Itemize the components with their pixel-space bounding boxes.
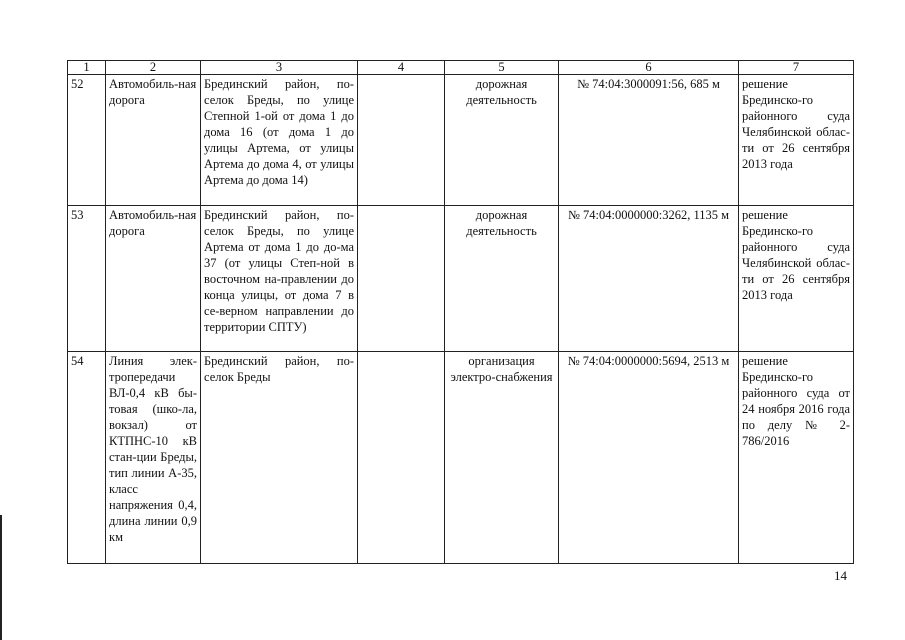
- column-header-1: 1: [68, 61, 106, 75]
- table-row: [68, 75, 854, 206]
- row-number: 52: [68, 75, 106, 206]
- page-number: 14: [834, 568, 847, 583]
- ownership-basis: решение Брединско-го районного суда Челябинской облас-ти от 26 сентября 2013 года: [739, 75, 854, 206]
- cadastral-number: № 74:04:0000000:5694, 2513 м: [559, 352, 739, 564]
- column-header-6: 6: [559, 61, 739, 75]
- object-address: Брединский район, по-селок Бреды, по улице Степной 1-ой от дома 1 до дома 16 (от дома 1 до улицы Артема, от улицы Артема до дома 4, от улицы Артема до дома 14): [201, 75, 358, 206]
- ownership-basis: решение Брединско-го районного суда от 24 ноября 2016 года по делу № 2-786/2016: [739, 352, 854, 564]
- object-purpose: дорожная деятельность: [445, 75, 559, 206]
- column-header-2: 2: [106, 61, 201, 75]
- column-header-3: 3: [201, 61, 358, 75]
- ownership-basis: решение Брединско-го районного суда Челябинской облас-ти от 26 сентября 2013 года: [739, 206, 854, 352]
- row-number: 54: [68, 352, 106, 564]
- object-address: Брединский район, по-селок Бреды: [201, 352, 358, 564]
- column-4-cell: [358, 206, 445, 352]
- object-name: Автомобиль-ная дорога: [106, 75, 201, 206]
- object-purpose: организация электро-снабжения: [445, 352, 559, 564]
- cadastral-number: № 74:04:3000091:56, 685 м: [559, 75, 739, 206]
- column-4-cell: [358, 75, 445, 206]
- header-row: [68, 61, 854, 75]
- scan-edge-line: [0, 515, 2, 640]
- column-header-4: 4: [358, 61, 445, 75]
- table-row: [68, 206, 854, 352]
- column-header-7: 7: [739, 61, 854, 75]
- object-address: Брединский район, по-селок Бреды, по улице Артема от дома 1 до до-ма 37 (от улицы Степ-ной в восточном на-правлении до конца улицы, от дома 7 в се-верном направлении до территории СПТУ): [201, 206, 358, 352]
- table-row: [68, 352, 854, 564]
- column-4-cell: [358, 352, 445, 564]
- object-name: Линия элек-тропередачи ВЛ-0,4 кВ бы-товая (шко-ла, вокзал) от КТПНС-10 кВ стан-ции Бреды, тип линии А-35, класс напряжения 0,4, длина линии 0,9 км: [106, 352, 201, 564]
- row-number: 53: [68, 206, 106, 352]
- registry-table: [67, 60, 854, 564]
- object-name: Автомобиль-ная дорога: [106, 206, 201, 352]
- column-header-5: 5: [445, 61, 559, 75]
- object-purpose: дорожная деятельность: [445, 206, 559, 352]
- cadastral-number: № 74:04:0000000:3262, 1135 м: [559, 206, 739, 352]
